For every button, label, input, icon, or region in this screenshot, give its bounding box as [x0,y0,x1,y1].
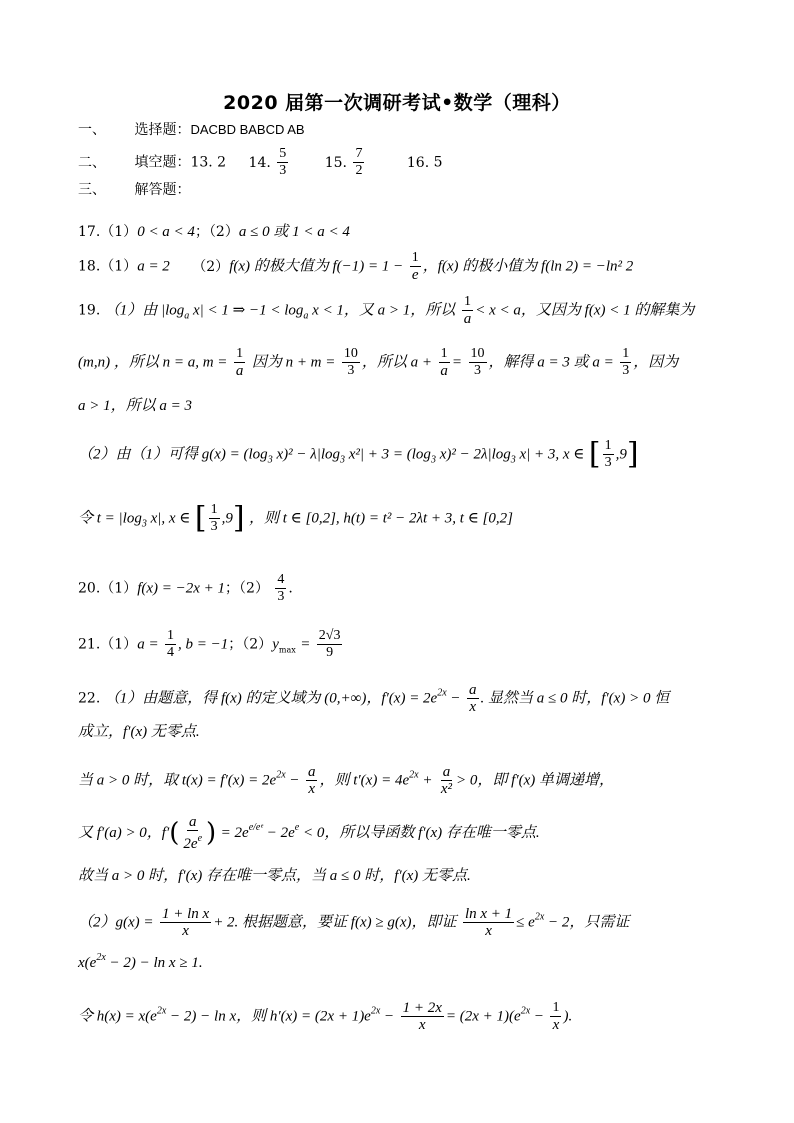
denominator: 9 [326,645,334,660]
part-label: （1） [100,224,138,240]
numerator: 1 [464,294,472,309]
numerator: 1 + ln x [161,906,210,922]
subscript: 3 [430,454,436,466]
question-number: 21. [78,636,101,653]
math-text: 成立，f′(x) 无零点. [78,724,200,740]
question-number: 17. [78,224,101,240]
denominator: x [469,699,477,715]
part-label: （2） [239,580,269,597]
denominator: x² [440,781,453,797]
section-number: 二、 [78,154,106,171]
numerator: 1 [440,346,448,361]
q21 [78,628,344,661]
q14-answer [277,146,288,179]
math-text: ≤ e [516,914,535,931]
answer-math: f(x) 的极大值为 f(−1) = 1 − [229,258,404,275]
superscript: 2x [156,1005,167,1017]
page-title: 2020 届第一次调研考试•数学（理科） [223,92,571,114]
q16-label: 16. [406,154,430,171]
q14-label: 14. [248,154,271,171]
q22-line4 [78,814,540,852]
math-text: 因为 n + m = [251,354,336,371]
fraction [306,764,318,797]
math-text: + [418,772,433,789]
math-text: − [380,1008,395,1025]
part-label: （1） [100,580,138,597]
right-paren: ) [206,818,217,848]
section-label: 选择题： [134,122,191,138]
subscript: a [184,310,190,322]
fraction [234,346,246,379]
q19-line1 [78,294,694,327]
math-text: （1）由题意，得 f(x) 的定义域为 (0,+∞)，f′(x) = 2e [104,690,438,707]
q15-label: 15. [324,154,347,171]
section-choice [78,120,305,140]
subscript: max [278,645,296,655]
numerator: a [188,814,197,830]
subscript: 3 [340,454,345,466]
math-text: 当 a > 0 时，取 t(x) = f′(x) = 2e [78,772,277,789]
superscript: 2x [409,769,419,781]
superscript: 2x [520,1005,531,1017]
math-text: − 2) − ln x ≥ 1. [105,955,203,971]
math-text: − [530,1008,545,1025]
math-text: − 2) − ln x，则 h′(x) = (2x + 1)e [166,1008,371,1025]
math-text: − [446,690,461,707]
numerator: 1 [236,346,244,361]
fraction [603,438,614,471]
denominator: 3 [622,363,630,378]
math-text: ，所以 a + [361,354,432,371]
superscript: 2x [534,911,545,923]
denominator: 3 [604,455,612,470]
fraction [209,502,220,535]
q22-line5 [78,866,471,886]
fraction [165,628,176,661]
math-text: ，解得 a = 3 或 a = [488,354,614,371]
math-text: < x < a，又因为 f(x) < 1 的解集为 [475,302,695,319]
math-text: x| < 1 ⇒ −1 < log [189,302,304,319]
separator: ； [225,580,240,597]
section-label: 填空题： [134,154,191,171]
right-bracket: ] [232,500,245,536]
q18 [78,250,633,283]
math-text: − 2e [262,825,295,841]
q20 [78,572,293,605]
math-text: （2）g(x) = [78,914,154,931]
math-text: 令 t = |log [78,510,142,527]
separator: ； [194,224,209,240]
q13-answer: 2 [217,154,227,171]
numerator: a [307,764,316,780]
math-text: > 0，即 f′(x) 单调递增， [456,772,615,789]
section-fill [78,146,443,179]
q22-line7 [78,948,203,973]
denominator: 3 [277,589,285,604]
fraction [342,346,360,379]
numerator: 10 [470,346,485,361]
math-text: ，则 t′(x) = 4e [319,772,410,789]
denominator: a [235,363,244,379]
section-number: 一、 [78,122,106,138]
answer-math: 0 < a < 4 [137,224,195,240]
superscript: 2x [276,769,286,781]
math-text: x|, x ∈ [146,510,191,527]
question-number: 20. [78,580,101,597]
answer-math: = [300,636,311,653]
denominator-base: 2e [183,836,198,852]
left-bracket: [ [588,436,601,472]
fraction [275,572,286,605]
q19-line5 [78,502,513,535]
q22-line2 [78,722,200,742]
numerator: 5 [279,146,287,161]
separator: ； [228,636,243,653]
answer-math: y [272,636,279,653]
q17 [78,222,350,242]
part-label: （2） [242,636,273,653]
numerator: 4 [277,572,285,587]
denominator: a [463,311,472,327]
math-text: < 0，所以导函数 f′(x) 存在唯一零点. [299,825,540,841]
math-text: ,9 [221,510,233,527]
answer-math: a = 2 [137,258,170,275]
fraction [317,628,343,661]
math-text: ). [563,1008,573,1025]
fraction [401,1000,444,1033]
math-text: (m,n) ，所以 n = a, m = [78,354,228,371]
denominator: 2 [355,163,363,178]
numerator: 7 [355,146,363,161]
section-number: 三、 [78,182,106,198]
denominator: x [182,923,189,939]
denominator: x [418,1017,426,1033]
math-text: x)² − λ|log [272,446,340,463]
q22-line8 [78,1000,572,1033]
math-text: x| + 3, x ∈ [515,446,585,463]
superscript: e [197,833,203,844]
denominator [181,831,204,852]
denominator: x [485,923,492,939]
math-text: ，则 t ∈ [0,2], h(t) = t² − 2λt + 3, t ∈ [0,2] [248,510,513,527]
math-text: a > 1，所以 a = 3 [78,398,192,414]
fraction [462,294,474,327]
math-text: 又 f′(a) > 0，f′ [78,825,170,841]
subscript: 3 [141,518,147,530]
denominator: a [440,363,448,379]
numerator: 1 + 2x [402,1000,442,1016]
numerator: 2√3 [318,628,341,643]
section-solution [78,180,190,200]
fraction [410,250,421,283]
denominator: 3 [474,363,481,378]
question-number: 22. [78,690,101,707]
denominator: 3 [347,363,355,378]
denominator: 3 [279,163,287,178]
superscript: 2x [96,952,106,963]
numerator: 1 [604,438,612,453]
fraction [550,1000,561,1033]
math-text: x < 1，又 a > 1，所以 [308,302,456,319]
math-text: = (2x + 1)(e [445,1008,521,1025]
answer-math: ，f(x) 的极小值为 f(ln 2) = −ln² 2 [422,258,634,275]
q16-answer: 5 [433,154,443,171]
math-text: + 2. 根据题意，要证 f(x) ≥ g(x)，即证 [213,914,457,931]
superscript: e/eᵉ [248,822,263,833]
right-bracket: ] [626,436,639,472]
numerator: a [442,764,451,780]
superscript: 2x [370,1005,381,1017]
answer-math: a = [137,636,159,653]
q15-answer [353,146,364,179]
fraction [463,906,514,939]
math-text: . 显然当 a ≤ 0 时，f′(x) > 0 恒 [480,690,670,707]
denominator: 3 [210,519,218,534]
q13-label: 13. [190,154,218,171]
left-paren: ( [169,818,180,848]
math-text: − [285,772,300,789]
period: . [288,580,293,597]
superscript: 2x [437,687,447,699]
left-bracket: [ [194,500,207,536]
numerator: 10 [343,346,358,361]
denominator: 4 [167,645,175,660]
q22-line6 [78,906,629,939]
subscript: 3 [267,454,273,466]
subscript: 3 [510,454,516,466]
choice-answers: DACBD BABCD AB [190,122,305,137]
q22-line1 [78,682,669,715]
math-text: = 2e [220,825,249,841]
numerator: 1 [167,628,175,643]
numerator: 1 [552,1000,560,1015]
numerator: 1 [210,502,218,517]
math-text: （1）由 |log [104,302,185,319]
part-label: （2） [192,258,230,275]
fraction [438,346,450,379]
denominator: e [411,267,419,283]
numerator: a [469,682,477,698]
part-label: （1） [100,258,138,275]
q19-line2 [78,346,678,379]
fraction [469,346,487,379]
fraction [620,346,631,379]
numerator: ln x + 1 [464,906,513,922]
part-label: （1） [100,636,138,653]
fraction [467,682,479,715]
math-text: ,9 [615,446,627,463]
math-text: = [451,354,463,371]
subscript: a [303,310,309,322]
superscript: e [294,822,300,833]
fraction [439,764,454,797]
question-number: 19. [78,302,101,319]
math-text: x(e [78,955,97,971]
answer-math: f(x) = −2x + 1 [137,580,226,597]
math-text: ，因为 [633,354,679,371]
q19-line3 [78,396,192,416]
q19-line4 [78,438,639,471]
answer-math: , b = −1 [178,636,229,653]
math-text: （2）由（1）可得 g(x) = (log [78,446,268,463]
math-text: 故当 a > 0 时，f′(x) 存在唯一零点，当 a ≤ 0 时，f′(x) 无零点. [78,868,471,884]
fraction [160,906,211,939]
math-text: 令 h(x) = x(e [78,1008,157,1025]
denominator: x [308,781,316,797]
fraction [181,814,204,852]
math-text: x²| + 3 = (log [345,446,431,463]
denominator: x [552,1017,560,1033]
question-number: 18. [78,258,101,275]
numerator: 1 [622,346,630,361]
math-text: x)² − 2λ|log [435,446,511,463]
section-label: 解答题： [134,182,191,198]
part-label: （2） [208,224,239,240]
answer-math: a ≤ 0 或 1 < a < 4 [238,224,350,240]
numerator: 1 [411,250,419,265]
q22-line3 [78,764,614,797]
math-text: − 2，只需证 [544,914,630,931]
